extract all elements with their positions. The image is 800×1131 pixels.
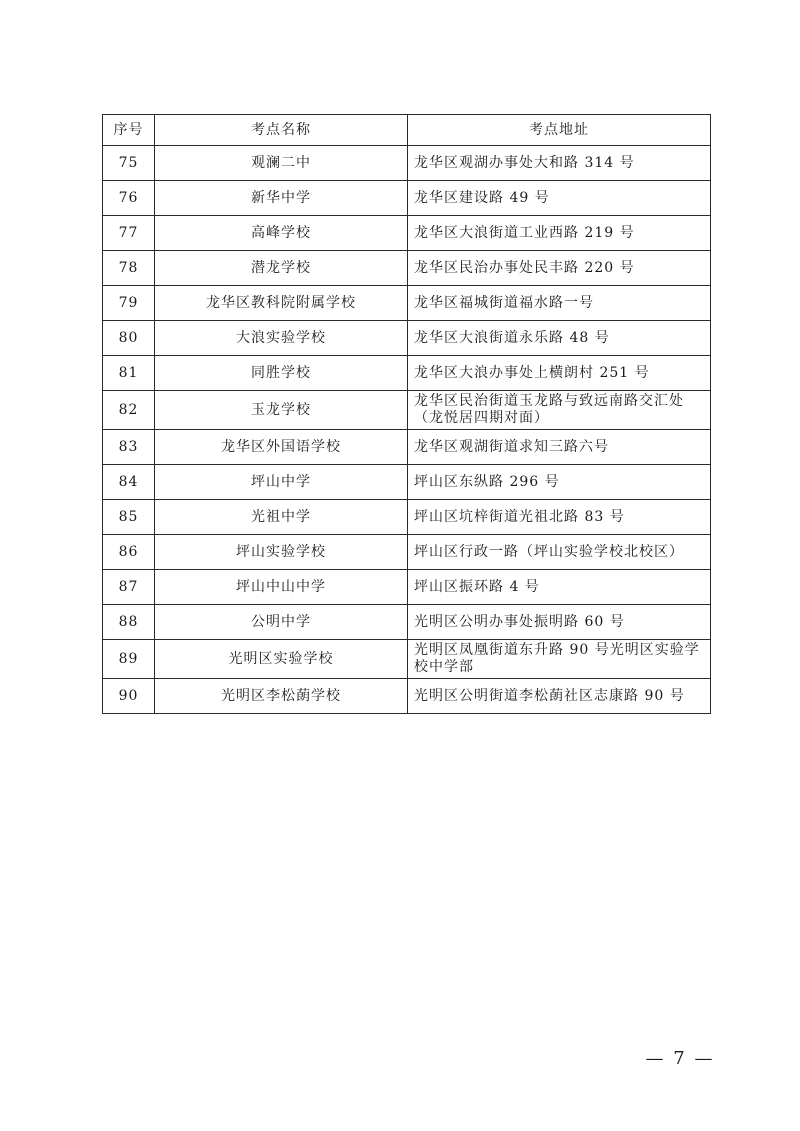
table-row [103, 391, 711, 430]
row-no: 80 [103, 321, 155, 356]
row-name: 龙华区教科院附属学校 [155, 286, 408, 321]
table-row [103, 181, 711, 216]
row-address: 龙华区民治办事处民丰路 220 号 [408, 251, 711, 286]
table-row [103, 356, 711, 391]
row-name: 光祖中学 [155, 500, 408, 535]
table-row [103, 216, 711, 251]
row-name: 同胜学校 [155, 356, 408, 391]
header-address: 考点地址 [408, 115, 711, 146]
row-address: 龙华区民治街道玉龙路与致远南路交汇处（龙悦居四期对面） [408, 391, 711, 430]
row-name: 龙华区外国语学校 [155, 430, 408, 465]
row-no: 87 [103, 570, 155, 605]
row-no: 82 [103, 391, 155, 430]
row-address: 龙华区大浪街道工业西路 219 号 [408, 216, 711, 251]
row-name: 玉龙学校 [155, 391, 408, 430]
row-no: 79 [103, 286, 155, 321]
header-no: 序号 [103, 115, 155, 146]
row-name: 观澜二中 [155, 146, 408, 181]
row-no: 89 [103, 640, 155, 679]
row-name: 坪山中山中学 [155, 570, 408, 605]
row-address: 龙华区建设路 49 号 [408, 181, 711, 216]
row-name: 光明区实验学校 [155, 640, 408, 679]
row-name: 公明中学 [155, 605, 408, 640]
row-address: 坪山区东纵路 296 号 [408, 465, 711, 500]
row-name: 潜龙学校 [155, 251, 408, 286]
row-address: 坪山区坑梓街道光祖北路 83 号 [408, 500, 711, 535]
table-row [103, 321, 711, 356]
row-name: 光明区李松蓢学校 [155, 679, 408, 714]
row-address: 龙华区大浪办事处上横朗村 251 号 [408, 356, 711, 391]
row-no: 84 [103, 465, 155, 500]
row-no: 90 [103, 679, 155, 714]
page-number: — 7 — [645, 1048, 715, 1069]
row-no: 83 [103, 430, 155, 465]
table-row [103, 500, 711, 535]
exam-site-table [102, 114, 711, 714]
row-address: 坪山区振环路 4 号 [408, 570, 711, 605]
row-address: 光明区公明办事处振明路 60 号 [408, 605, 711, 640]
table-header-row [103, 115, 711, 146]
table-row [103, 286, 711, 321]
row-no: 81 [103, 356, 155, 391]
table-row [103, 535, 711, 570]
row-no: 88 [103, 605, 155, 640]
row-address: 龙华区福城街道福水路一号 [408, 286, 711, 321]
row-address: 龙华区观湖街道求知三路六号 [408, 430, 711, 465]
table-row [103, 251, 711, 286]
row-no: 86 [103, 535, 155, 570]
table-row [103, 465, 711, 500]
row-name: 大浪实验学校 [155, 321, 408, 356]
row-name: 坪山中学 [155, 465, 408, 500]
header-name: 考点名称 [155, 115, 408, 146]
row-no: 76 [103, 181, 155, 216]
row-name: 新华中学 [155, 181, 408, 216]
row-address: 光明区凤凰街道东升路 90 号光明区实验学校中学部 [408, 640, 711, 679]
row-no: 75 [103, 146, 155, 181]
row-no: 85 [103, 500, 155, 535]
table-row [103, 430, 711, 465]
row-address: 坪山区行政一路（坪山实验学校北校区） [408, 535, 711, 570]
row-name: 坪山实验学校 [155, 535, 408, 570]
row-address: 龙华区大浪街道永乐路 48 号 [408, 321, 711, 356]
table-row [103, 679, 711, 714]
table-row [103, 146, 711, 181]
row-no: 78 [103, 251, 155, 286]
table-row [103, 640, 711, 679]
table-row [103, 605, 711, 640]
row-name: 高峰学校 [155, 216, 408, 251]
row-address: 光明区公明街道李松蓢社区志康路 90 号 [408, 679, 711, 714]
table-row [103, 570, 711, 605]
row-address: 龙华区观湖办事处大和路 314 号 [408, 146, 711, 181]
row-no: 77 [103, 216, 155, 251]
